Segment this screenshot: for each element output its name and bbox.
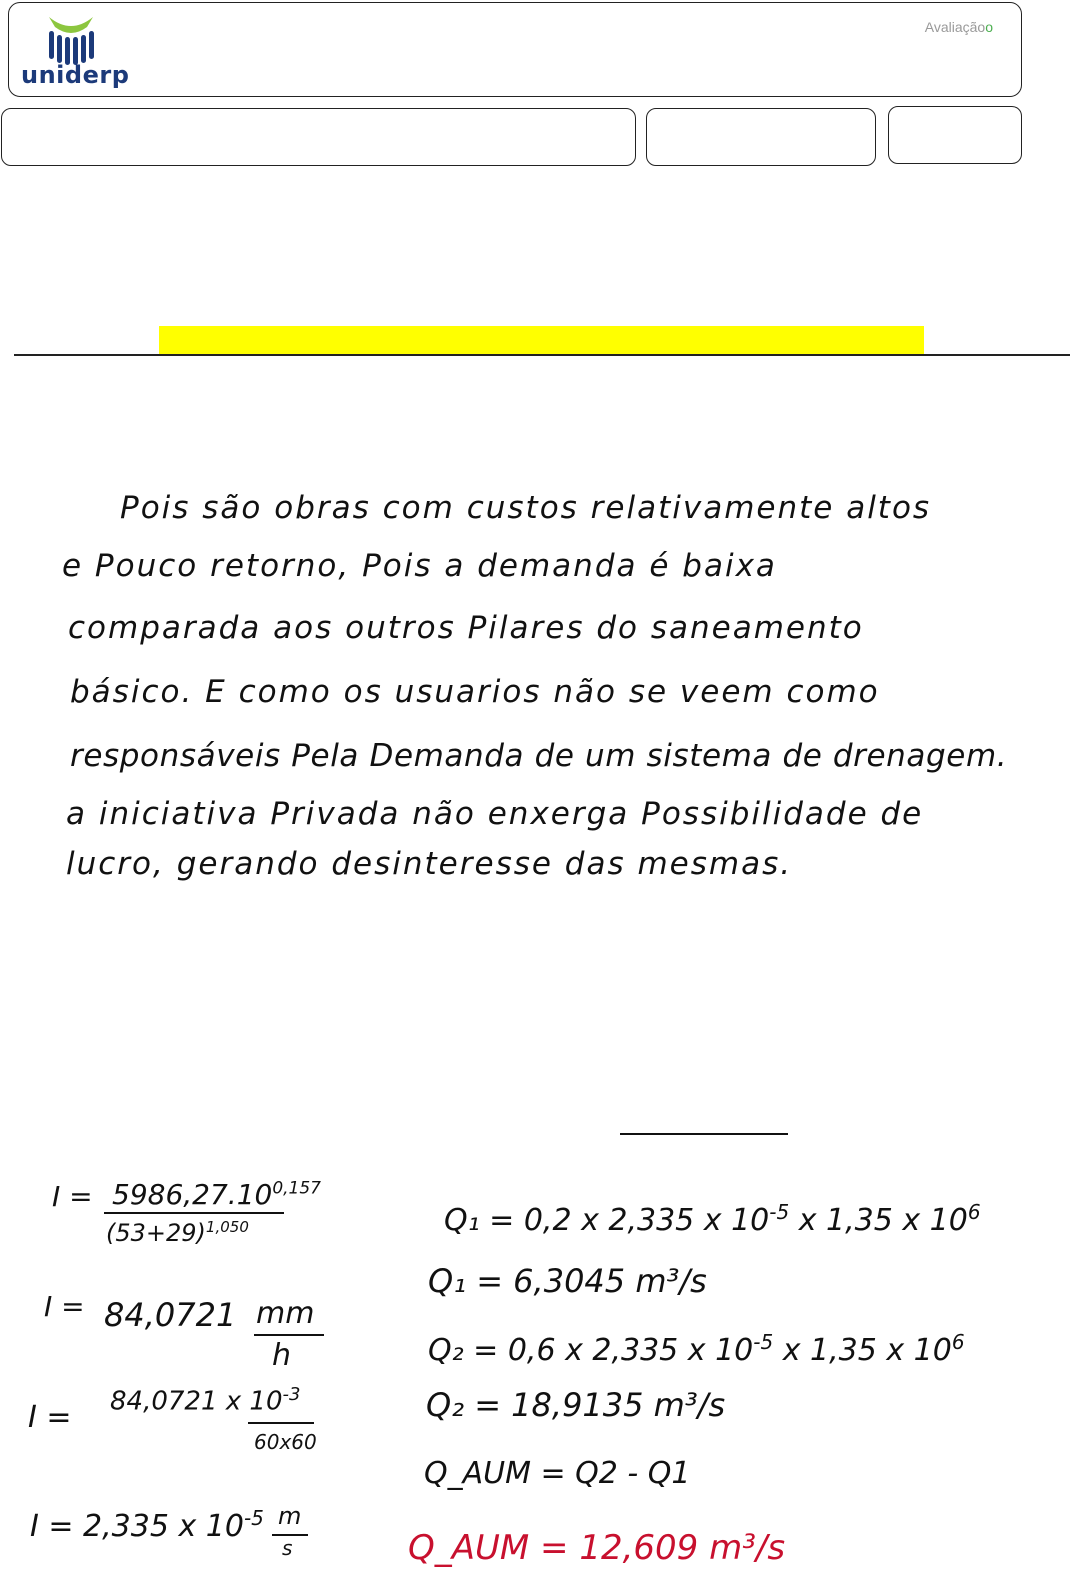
avaliacao-label [925, 19, 993, 35]
logo-text: uniderp [21, 61, 130, 89]
qaum-result: Q_AUM = 12,609 m³/s [408, 1528, 786, 1568]
q2-exp: -5 [753, 1330, 774, 1354]
answer-line-2: e Pouco retorno, Pois a demanda é baixa [62, 548, 777, 584]
answer-line-6: a iniciativa Privada não enxerga Possibilidade de [66, 796, 924, 832]
answer-line-7: lucro, gerando desinteresse das mesmas. [66, 846, 793, 882]
i4-exp: -5 [243, 1506, 264, 1530]
answer-line-5: responsáveis Pela Demanda de um sistema de drenagem. [70, 738, 1008, 774]
q1-exp: -5 [769, 1200, 790, 1224]
divider [14, 354, 1070, 356]
answer-line-4: básico. E como os usuarios não se veem como [70, 674, 880, 710]
q2-tail: x 1,35 x 10 [773, 1333, 952, 1368]
q1-text: Q₁ = 0,2 x 2,335 x 10 [444, 1203, 770, 1238]
grade-field[interactable] [888, 106, 1022, 164]
i2-value: 84,0721 [104, 1296, 237, 1334]
i1-den-text: (53+29) [106, 1219, 206, 1247]
registration-field[interactable] [646, 108, 876, 166]
q2-expression [428, 1330, 965, 1368]
i4-unit-num: m [278, 1502, 302, 1530]
q1-tail-exp: 6 [967, 1200, 981, 1224]
i3-fraction-bar [248, 1422, 314, 1424]
header-box [8, 2, 1022, 97]
question-highlight [159, 326, 924, 354]
i3-num-text: 84,0721 x 10 [110, 1386, 283, 1417]
i1-num-text: 5986,27.10 [112, 1178, 273, 1211]
avaliacao-dot: o [985, 19, 993, 35]
student-name-field[interactable] [1, 108, 636, 166]
i1-denominator [106, 1218, 249, 1247]
i2-lhs: I = [44, 1290, 85, 1323]
i3-num-exp: -3 [282, 1384, 301, 1405]
i2-unit-bar [254, 1334, 324, 1336]
i4-value [30, 1506, 264, 1544]
i1-fraction-bar [104, 1212, 284, 1214]
i2-unit-num: mm [256, 1296, 315, 1331]
i3-lhs: I = [28, 1400, 72, 1435]
answer-line-1: Pois são obras com custos relativamente altos [120, 490, 932, 526]
i1-num-exp: 0,157 [272, 1178, 321, 1199]
avaliacao-text: Avaliação [924, 19, 986, 35]
q2-text: Q₂ = 0,6 x 2,335 x 10 [428, 1333, 754, 1368]
i2-unit-den: h [272, 1338, 292, 1373]
i4-val-text: I = 2,335 x 10 [30, 1509, 244, 1544]
i3-numerator [110, 1384, 300, 1417]
i3-denominator: 60x60 [254, 1430, 317, 1454]
answer-line-3: comparada aos outros Pilares do saneamento [68, 610, 864, 646]
q1-expression [444, 1200, 981, 1238]
q1-result: Q₁ = 6,3045 m³/s [428, 1262, 707, 1300]
i1-numerator [112, 1178, 321, 1211]
qaum-expression: Q_AUM = Q2 - Q1 [424, 1456, 691, 1491]
q2-result: Q₂ = 18,9135 m³/s [426, 1386, 726, 1424]
i1-lhs: I = [52, 1180, 93, 1213]
q2-tail-exp: 6 [951, 1330, 965, 1354]
i4-unit-den: s [282, 1536, 293, 1560]
underline-mark [620, 1133, 788, 1135]
i1-den-exp: 1,050 [205, 1218, 249, 1236]
q1-tail: x 1,35 x 10 [789, 1203, 968, 1238]
